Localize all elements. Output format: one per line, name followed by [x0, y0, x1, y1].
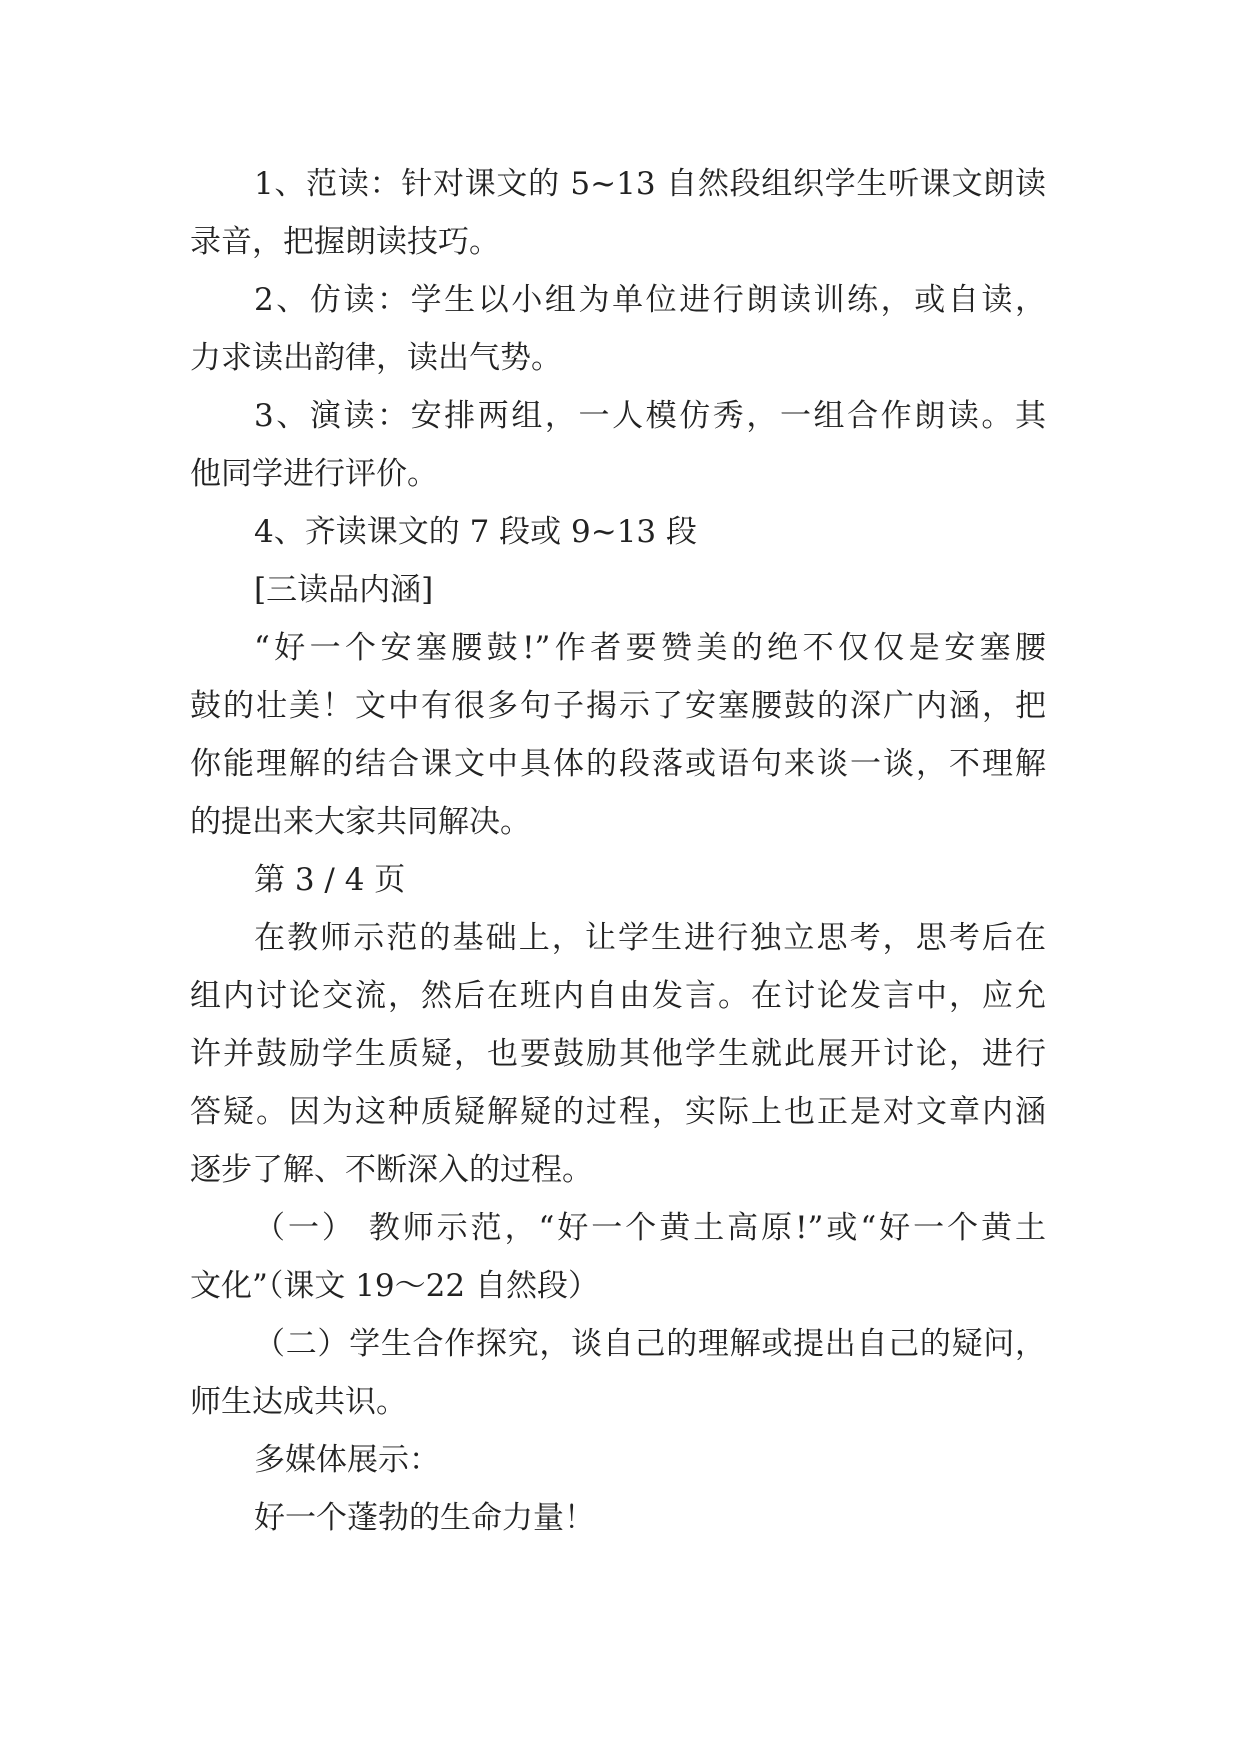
reading-step-paragraph [190, 387, 1046, 503]
paragraph-line: 师生达成共识。 [190, 1384, 407, 1420]
body-paragraph [190, 1489, 1046, 1547]
paragraph-line: 答疑。因为这种质疑解疑的过程，实际上也正是对文章内涵 [190, 1094, 1046, 1130]
reading-step-paragraph [190, 155, 1046, 271]
paragraph-line: 好一个蓬勃的生命力量！ [254, 1500, 595, 1536]
paragraph-line: 许并鼓励学生质疑，也要鼓励其他学生就此展开讨论，进行 [190, 1036, 1046, 1072]
paragraph-line: 1、范读：针对课文的 5~13 自然段组织学生听课文朗读 [254, 166, 1046, 202]
document-body [190, 155, 1046, 1547]
paragraph-line: 组内讨论交流，然后在班内自由发言。在讨论发言中，应允 [190, 978, 1046, 1014]
paragraph-line: 他同学进行评价。 [190, 456, 438, 492]
paragraph-line: 的提出来大家共同解决。 [190, 804, 531, 840]
page-number: 第 3 / 4 页 [254, 862, 406, 898]
intro-paragraph [190, 619, 1046, 851]
paragraph-line: 力求读出韵律，读出气势。 [190, 340, 562, 376]
paragraph-line: 逐步了解、不断深入的过程。 [190, 1152, 593, 1188]
paragraph-line: “好一个安塞腰鼓!”作者要赞美的绝不仅仅是安塞腰 [254, 630, 1046, 666]
paragraph-line: （一） 教师示范，“好一个黄土高原!”或“好一个黄土 [254, 1210, 1046, 1246]
paragraph-line: 2、仿读：学生以小组为单位进行朗读训练，或自读， [254, 282, 1046, 318]
body-paragraph [190, 1315, 1046, 1431]
paragraph-line: 你能理解的结合课文中具体的段落或语句来谈一谈，不理解 [190, 746, 1046, 782]
paragraph-line: 4、齐读课文的 7 段或 9~13 段 [254, 514, 698, 550]
paragraph-line: 鼓的壮美！文中有很多句子揭示了安塞腰鼓的深广内涵，把 [190, 688, 1046, 724]
body-paragraph [190, 1199, 1046, 1315]
reading-step-paragraph [190, 503, 1046, 561]
paragraph-line: 录音，把握朗读技巧。 [190, 224, 500, 260]
reading-step-paragraph [190, 271, 1046, 387]
body-paragraph [190, 1431, 1046, 1489]
paragraph-line: 在教师示范的基础上，让学生进行独立思考，思考后在 [254, 920, 1046, 956]
paragraph-line: （二）学生合作探究，谈自己的理解或提出自己的疑问， [254, 1326, 1046, 1362]
paragraph-line: 文化”（课文 19～22 自然段） [190, 1268, 599, 1304]
paragraph-line: 多媒体展示： [254, 1442, 440, 1478]
section-heading: [三读品内涵] [254, 572, 434, 608]
body-paragraph [190, 909, 1046, 1199]
paragraph-line: 3、演读：安排两组，一人模仿秀，一组合作朗读。其 [254, 398, 1046, 434]
